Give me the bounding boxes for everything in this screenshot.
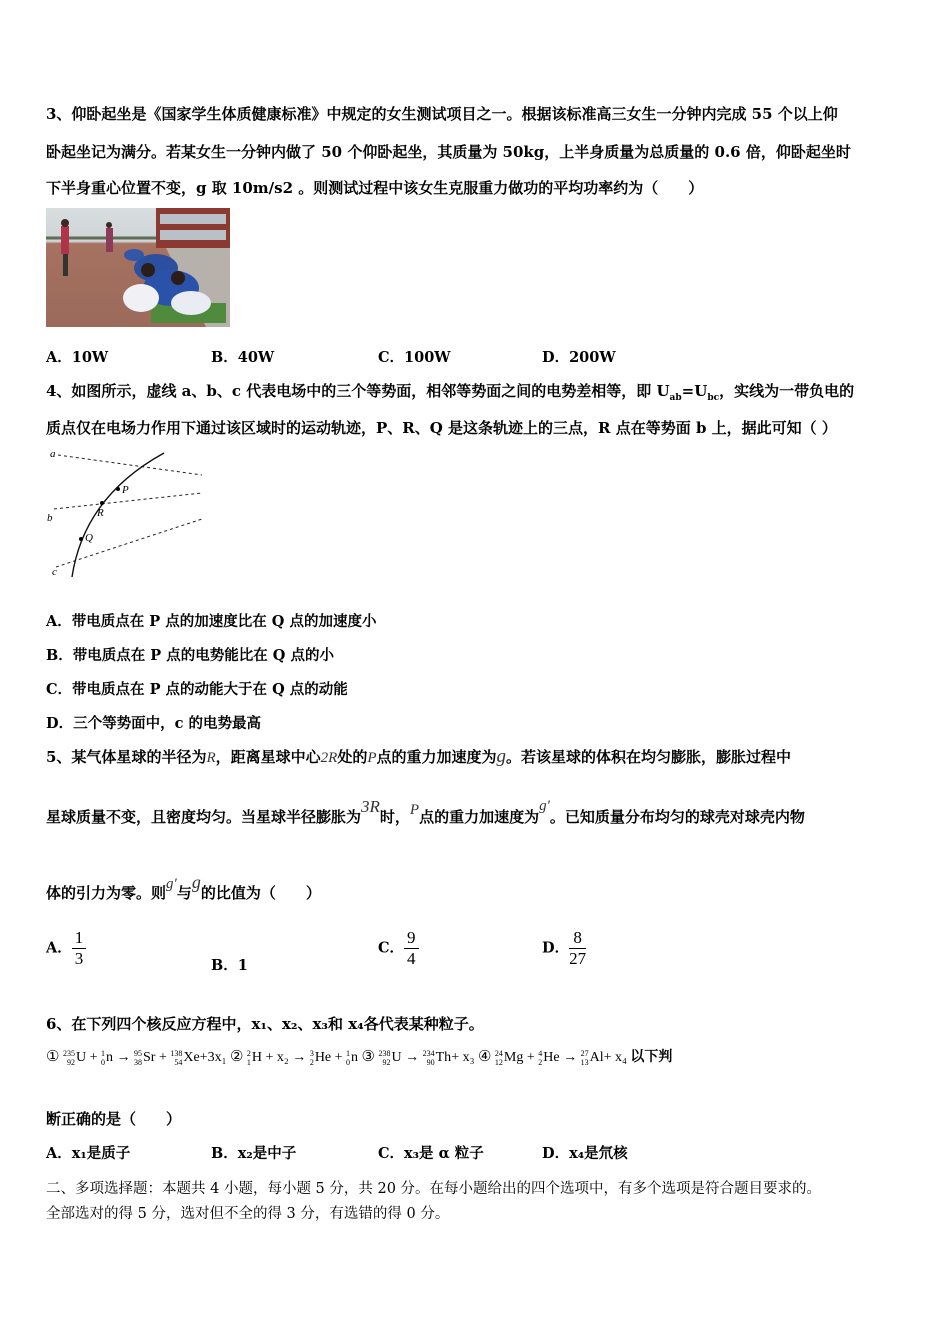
q6-option-b: B．x₂是中子 — [211, 1145, 297, 1162]
q6-option-d: D．x₄是氘核 — [542, 1145, 628, 1162]
q3-option-b: B．40W — [211, 349, 275, 366]
q3-option-d: D．200W — [542, 349, 616, 366]
label-r: R — [97, 507, 104, 519]
label-a: a — [50, 448, 56, 460]
label-q: Q — [85, 532, 93, 544]
q4-text-line1: 4、如图所示，虚线 a、b、c 代表电场中的三个等势面，相邻等势面之间的电势差相等，即 $U_{ab}=U_{bc}$，实线为一带负电的 — [46, 382, 855, 403]
q5-text-line1: 5、某气体星球的半径为R，距离星球中心2R处的P点的重力加速度为g。若该星球的体积在均匀膨胀，膨胀过程中 — [46, 746, 792, 767]
q5-text-line3: 体的引力为零。则g′与g的比值为（ ） — [46, 872, 321, 902]
q5-option-c: C． $\frac{9}{4}$ — [378, 928, 419, 969]
q6-text-line3: 断正确的是（ ） — [46, 1110, 182, 1128]
q3-text-line2: 卧起坐记为满分。若某女生一分钟内做了 50 个仰卧起坐，其质量为 50kg，上半身质量为总质量的 0.6 倍，仰卧起坐时 — [46, 143, 851, 161]
situp-photo — [46, 208, 230, 327]
section2-heading-line2: 全部选对的得 5 分，选对但不全的得 3 分，有选错的得 0 分。 — [46, 1206, 450, 1222]
label-b: b — [47, 512, 53, 524]
q3-option-c: C．100W — [378, 349, 451, 366]
q4-option-c: C．带电质点在 P 点的动能大于在 Q 点的动能 — [46, 681, 348, 698]
q3-text-line3: 下半身重心位置不变，g 取 10m/s2 。则测试过程中该女生克服重力做功的平均功率约为（ ） — [46, 179, 704, 197]
q5-text-line2: 星球质量不变，且密度均匀。当星球半径膨胀为3R时，P点的重力加速度为g′。已知质量分布均匀的球壳对球壳内物 — [46, 797, 805, 826]
q6-text-line1: 6、在下列四个核反应方程中，x₁、x₂、x₃和 x₄各代表某种粒子。 — [46, 1015, 484, 1033]
section2-heading-line1: 二、多项选择题：本题共 4 小题，每小题 5 分，共 20 分。在每小题给出的四个选项中，有多个选项是符合题目要求的。 — [46, 1181, 822, 1197]
q5-option-d: D． $\frac{8}{27}$ — [542, 928, 587, 968]
q6-option-a: A．x₁是质子 — [46, 1145, 131, 1162]
nuclear-equations: ① 235 92 U + 1 0 n → 95 38 Sr + 138 54 Xe+3x₁ ② 2 1 H + x₂ → 3 2 He + 1 0 n ③ 238 92 U → 234 90 Th+ x₃ ④ 24 12 Mg + 4 2 He → 27 13 Al+ x₄ 以下判 — [46, 1048, 673, 1067]
q6-option-c: C．x₃是 α 粒子 — [378, 1145, 484, 1162]
q5-option-a: A． $\frac{1}{3}$ — [46, 928, 86, 969]
label-p: P — [122, 484, 129, 496]
equipotential-diagram — [44, 447, 206, 579]
q4-option-d: D．三个等势面中，c 的电势最高 — [46, 715, 261, 732]
q4-option-b: B．带电质点在 P 点的电势能比在 Q 点的小 — [46, 647, 334, 664]
label-c: c — [52, 566, 57, 578]
q3-text-line1: 3、仰卧起坐是《国家学生体质健康标准》中规定的女生测试项目之一。根据该标准高三女生一分钟内完成 55 个以上仰 — [46, 105, 838, 123]
q5-option-b: B．1 — [211, 957, 248, 974]
q4-option-a: A．带电质点在 P 点的加速度比在 Q 点的加速度小 — [46, 613, 377, 630]
q4-text-line2: 质点仅在电场力作用下通过该区域时的运动轨迹，P、R、Q 是这条轨迹上的三点，R 点在等势面 b 上，据此可知（ ） — [46, 419, 837, 437]
q3-option-a: A．10W — [46, 349, 109, 366]
